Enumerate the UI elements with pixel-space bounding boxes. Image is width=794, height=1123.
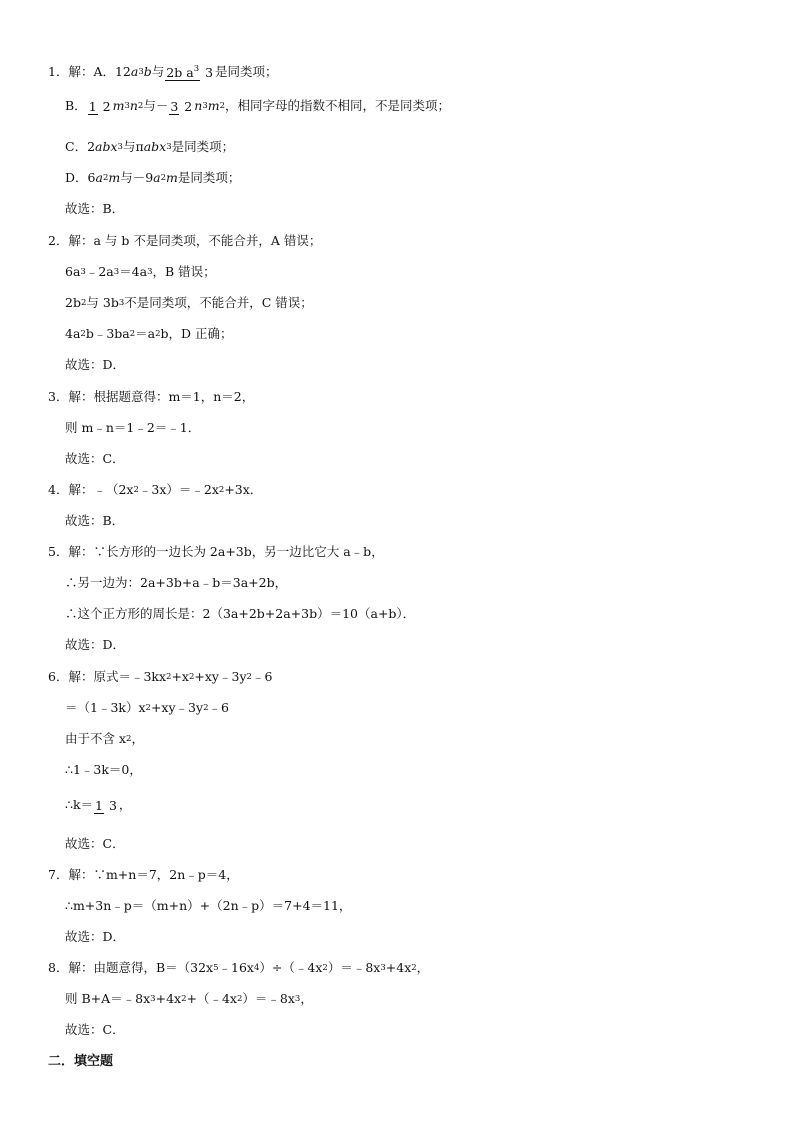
q1-number: 1．解： [48,64,94,79]
q2-line-2: 6a 3 ﹣2a 3 ＝4a 3 ，B 错误； [65,264,216,279]
q5-line-2: ∴另一边为：2a+3b+a﹣b＝3a+2b， [65,575,288,590]
q1-line-1: 1．解： A．12 a 3 b 与 2b $a^3$ 3 是同类项； [48,58,278,86]
q2-line-3: 2b 2 与 3b 3 不是同类项，不能合并，C 错误； [65,295,313,310]
q8-answer: 故选：C． [65,1022,125,1037]
q5-line-1: 5．解：∵长方形的一边长为 2a+3b，另一边比它大 a﹣b， [48,544,384,559]
q1-line-2: B． 1 2 m 3 n 2 与－ 3 2 n 3 m 2 ，相同字母的指数不相同，不是同类项； [65,98,451,114]
q5-answer: 故选：D． [65,637,126,652]
q6-line-1: 6．解：原式＝﹣3kx 2 +x 2 +xy﹣3y 2 ﹣6 [48,669,273,684]
q3-line-2: 则 m﹣n＝1﹣2＝﹣1． [65,420,201,435]
q6-line-5: ∴k＝ 1 3 ， [65,797,132,813]
q6-line-2: ＝（1﹣3k）x 2 +xy﹣3y 2 ﹣6 [65,700,229,715]
fraction: 1 3 [95,797,117,813]
q2-line-4: 4a 2 b﹣3ba 2 ＝a 2 b，D 正确； [65,326,233,341]
q1-line-4: D．6 a 2 m 与－9 a 2 m 是同类项； [65,170,241,185]
q3-answer: 故选：C． [65,451,125,466]
fraction: 2b $a^3$ 3 [166,63,214,80]
q4-answer: 故选：B． [65,513,125,528]
q8-line-2: 则 B+A＝﹣8x 3 +4x 2 +（﹣4x 2 ）＝﹣8x 3 ， [65,991,313,1006]
q7-line-2: ∴m+3n﹣p＝（m+n）+（2n﹣p）＝7+4＝11， [65,898,352,913]
fraction: 3 2 [170,98,193,114]
q2-line-1: 2．解：a 与 b 不是同类项，不能合并，A 错误； [48,233,322,248]
q5-line-3: ∴这个正方形的周长是：2（3a+2b+2a+3b）＝10（a+b）． [65,606,416,621]
q6-answer: 故选：C． [65,836,125,851]
q2-answer: 故选：D． [65,357,126,372]
q8-line-1: 8．解：由题意得，B＝（32x 5 ﹣16x 4 ）÷（﹣4x 2 ）＝﹣8x 3 +4x 2 ， [48,960,430,975]
q6-line-4: ∴1﹣3k＝0， [65,762,142,777]
q4-line-1: 4．解：﹣（2x 2 ﹣3x）＝﹣2x 2 +3x． [48,482,263,497]
fraction: 1 2 [88,98,111,114]
section-heading: 二．填空题 [48,1054,114,1069]
q1-answer: 故选：B． [65,201,125,216]
q1-line-3: C．2 abx 3 与π abx 3 是同类项； [65,139,235,154]
q7-line-1: 7．解：∵m+n＝7，2n﹣p＝4， [48,867,239,882]
q7-answer: 故选：D． [65,929,126,944]
q6-line-3: 由于不含 x 2 ， [65,731,144,746]
q3-line-1: 3．解：根据题意得：m＝1，n＝2， [48,389,255,404]
